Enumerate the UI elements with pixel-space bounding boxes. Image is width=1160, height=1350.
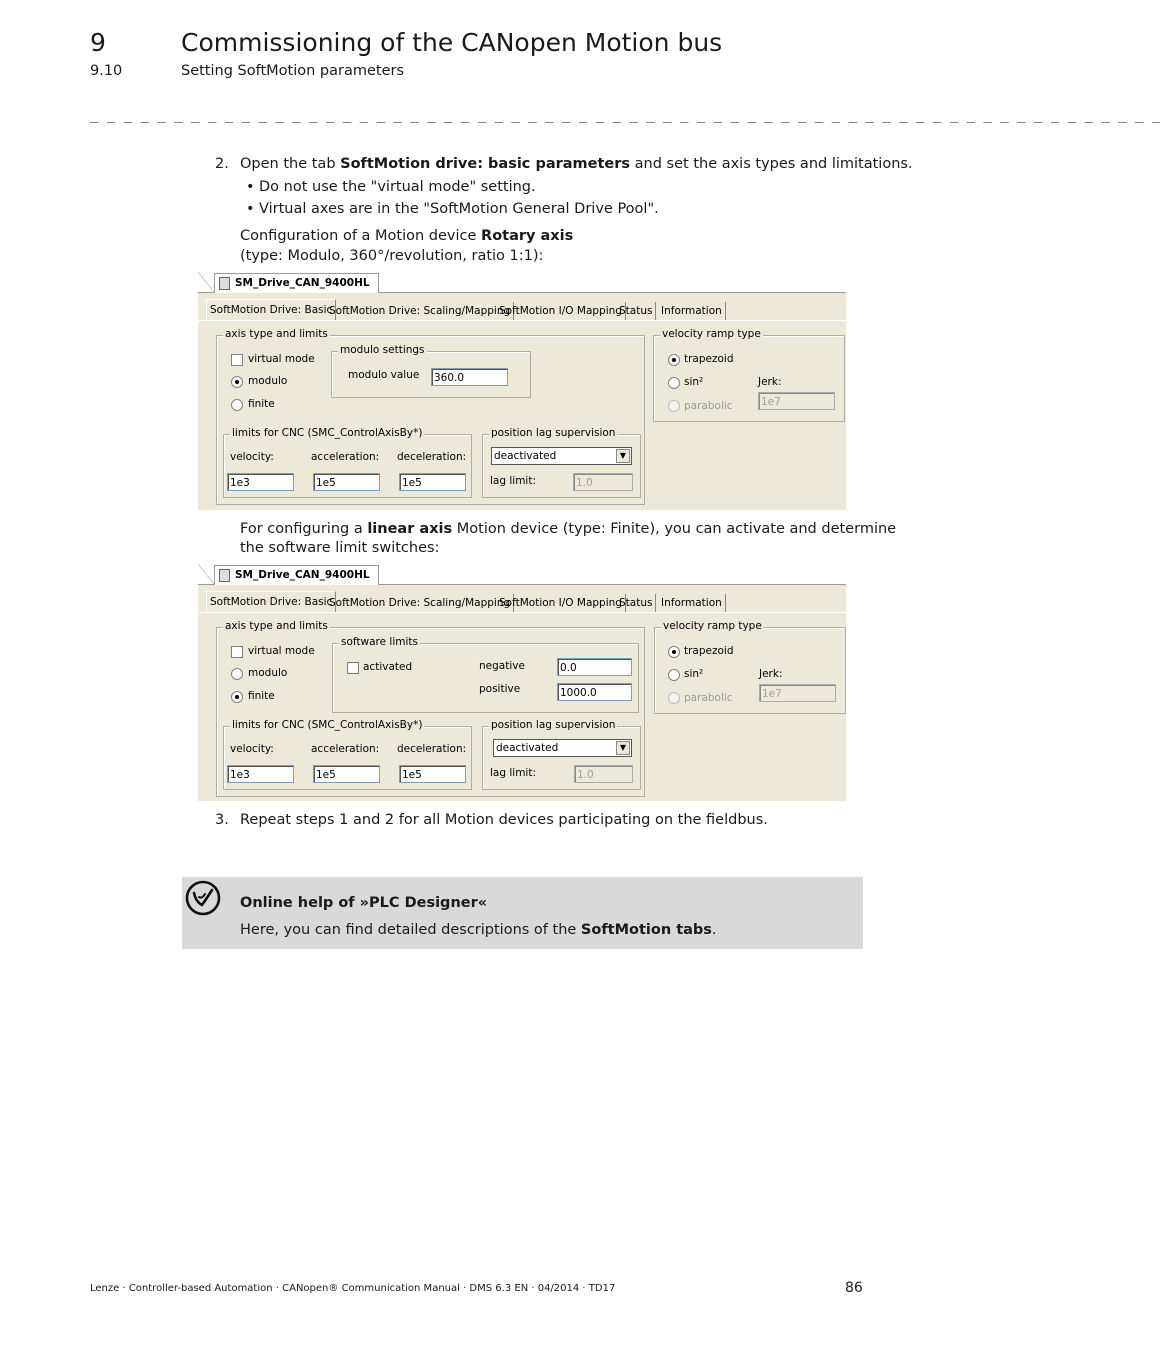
linear-axis-dialog: [198, 564, 846, 801]
position-lag-group: position lag supervision: [482, 726, 641, 790]
online-help-icon: [185, 880, 221, 916]
tab-io-mapping[interactable]: SoftMotion I/O Mapping: [496, 302, 626, 320]
activated-checkbox[interactable]: [347, 662, 359, 674]
lag-limit-input[interactable]: 1.0: [574, 765, 633, 783]
positive-label: positive: [479, 683, 521, 695]
deceleration-input[interactable]: 1e5: [399, 473, 466, 491]
jerk-label: Jerk:: [759, 668, 783, 680]
finite-label: finite: [248, 398, 275, 410]
virtual-mode-checkbox[interactable]: [231, 646, 243, 658]
cnc-limits-group: limits for CNC (SMC_ControlAxisBy*): [223, 434, 472, 498]
tab-status[interactable]: Status: [616, 302, 656, 320]
lag-supervision-select[interactable]: deactivated ▼: [493, 739, 632, 757]
velocity-input[interactable]: 1e3: [227, 765, 294, 783]
step-3-number: 3.: [215, 812, 229, 828]
linear-axis-caption-line2: the software limit switches:: [240, 540, 440, 556]
tab-information[interactable]: Information: [658, 302, 726, 320]
lag-supervision-select[interactable]: deactivated ▼: [491, 447, 632, 465]
finite-radio[interactable]: [231, 399, 243, 411]
tab-basic[interactable]: SoftMotion Drive: Basic: [206, 591, 336, 613]
rotary-axis-dialog: [198, 272, 846, 510]
velocity-ramp-group: velocity ramp type: [653, 335, 845, 422]
tab-scaling-mapping[interactable]: SoftMotion Drive: Scaling/Mapping: [326, 302, 514, 320]
velocity-input[interactable]: 1e3: [227, 473, 294, 491]
velocity-label: velocity:: [230, 451, 274, 463]
document-tab[interactable]: SM_Drive_CAN_9400HL: [214, 565, 379, 585]
lag-limit-label: lag limit:: [490, 475, 536, 487]
tab-scaling-mapping[interactable]: SoftMotion Drive: Scaling/Mapping: [326, 594, 514, 612]
modulo-radio[interactable]: [231, 668, 243, 680]
jerk-label: Jerk:: [758, 376, 782, 388]
virtual-mode-label: virtual mode: [248, 645, 315, 657]
negative-limit-input[interactable]: 0.0: [557, 658, 632, 676]
acceleration-input[interactable]: 1e5: [313, 765, 380, 783]
document-tab[interactable]: SM_Drive_CAN_9400HL: [214, 273, 379, 293]
axis-type-group: axis type and limits: [216, 335, 645, 505]
section-title: Setting SoftMotion parameters: [181, 63, 405, 79]
acceleration-label: acceleration:: [311, 451, 380, 463]
lag-limit-input[interactable]: 1.0: [573, 473, 633, 491]
lag-limit-label: lag limit:: [490, 767, 536, 779]
page-number: 86: [845, 1280, 863, 1296]
step-2-text: Open the tab SoftMotion drive: basic parameters and set the axis types and limitations.: [240, 156, 913, 172]
virtual-mode-checkbox[interactable]: [231, 354, 243, 366]
sin2-label: sin²: [684, 668, 704, 680]
trapezoid-label: trapezoid: [684, 645, 734, 657]
tab-status[interactable]: Status: [616, 594, 656, 612]
bullet-dot: •: [246, 201, 255, 217]
jerk-input[interactable]: 1e7: [758, 392, 835, 410]
bullet-item: Virtual axes are in the "SoftMotion General Drive Pool".: [259, 201, 659, 217]
section-number: 9.10: [90, 63, 123, 79]
modulo-label: modulo: [248, 667, 288, 679]
activated-label: activated: [363, 661, 413, 673]
document-icon: [219, 569, 230, 582]
bullet-dot: •: [246, 179, 255, 195]
tab-io-mapping[interactable]: SoftMotion I/O Mapping: [496, 594, 626, 612]
chapter-title: Commissioning of the CANopen Motion bus: [181, 28, 723, 57]
virtual-mode-label: virtual mode: [248, 353, 315, 365]
document-icon: [219, 277, 230, 290]
jerk-input[interactable]: 1e7: [759, 684, 836, 702]
modulo-settings-group: modulo settings: [331, 351, 531, 398]
tab-basic[interactable]: SoftMotion Drive: Basic: [206, 299, 336, 321]
parabolic-radio[interactable]: [668, 692, 680, 704]
dropdown-arrow-icon: ▼: [616, 449, 630, 463]
rotary-axis-caption: Configuration of a Motion device Rotary axis: [240, 228, 574, 244]
dropdown-arrow-icon: ▼: [616, 741, 630, 755]
acceleration-label: acceleration:: [311, 743, 380, 755]
trapezoid-label: trapezoid: [684, 353, 734, 365]
cnc-limits-group: limits for CNC (SMC_ControlAxisBy*): [223, 726, 472, 790]
bullet-item: Do not use the "virtual mode" setting.: [259, 179, 536, 195]
sin2-label: sin²: [684, 376, 704, 388]
header-separator: _ _ _ _ _ _ _ _ _ _ _ _ _ _ _ _ _ _ _ _ _ _ _ _ _ _ _ _ _ _ _ _ _ _ _ _ _ _ _ _ _ _ _ _ _ _ _ _ _ _ _ _ _ _ _ _ _ _ _ _ _ _ _ _: [90, 107, 1160, 123]
axis-type-group: axis type and limits: [216, 627, 645, 797]
deceleration-input[interactable]: 1e5: [399, 765, 466, 783]
note-text: Here, you can find detailed descriptions of the SoftMotion tabs.: [240, 922, 717, 938]
linear-axis-caption: For configuring a linear axis Motion device (type: Finite), you can activate and determine: [240, 521, 897, 537]
finite-label: finite: [248, 690, 275, 702]
positive-limit-input[interactable]: 1000.0: [557, 683, 632, 701]
note-title: Online help of »PLC Designer«: [240, 895, 488, 911]
tab-information[interactable]: Information: [658, 594, 726, 612]
acceleration-input[interactable]: 1e5: [313, 473, 380, 491]
trapezoid-radio[interactable]: [668, 646, 680, 658]
velocity-label: velocity:: [230, 743, 274, 755]
modulo-value-label: modulo value: [348, 369, 420, 381]
finite-radio[interactable]: [231, 691, 243, 703]
chapter-number: 9: [90, 28, 106, 57]
parabolic-radio[interactable]: [668, 400, 680, 412]
footer-text: Lenze · Controller-based Automation · CANopen® Communication Manual · DMS 6.3 EN · 04/2014 · TD17: [90, 1283, 616, 1294]
modulo-label: modulo: [248, 375, 288, 387]
sin2-radio[interactable]: [668, 377, 680, 389]
deceleration-label: deceleration:: [397, 451, 467, 463]
step-3-text: Repeat steps 1 and 2 for all Motion devices participating on the fieldbus.: [240, 812, 768, 828]
modulo-radio[interactable]: [231, 376, 243, 388]
deceleration-label: deceleration:: [397, 743, 467, 755]
rotary-axis-caption-line2: (type: Modulo, 360°/revolution, ratio 1:1):: [240, 248, 544, 264]
velocity-ramp-group: velocity ramp type: [654, 627, 846, 714]
trapezoid-radio[interactable]: [668, 354, 680, 366]
negative-label: negative: [479, 660, 525, 672]
modulo-value-input[interactable]: 360.0: [431, 368, 508, 386]
software-limits-group: software limits: [332, 643, 639, 713]
step-2-number: 2.: [215, 156, 229, 172]
position-lag-group: position lag supervision: [482, 434, 641, 498]
parabolic-label: parabolic: [684, 692, 733, 704]
parabolic-label: parabolic: [684, 400, 733, 412]
sin2-radio[interactable]: [668, 669, 680, 681]
